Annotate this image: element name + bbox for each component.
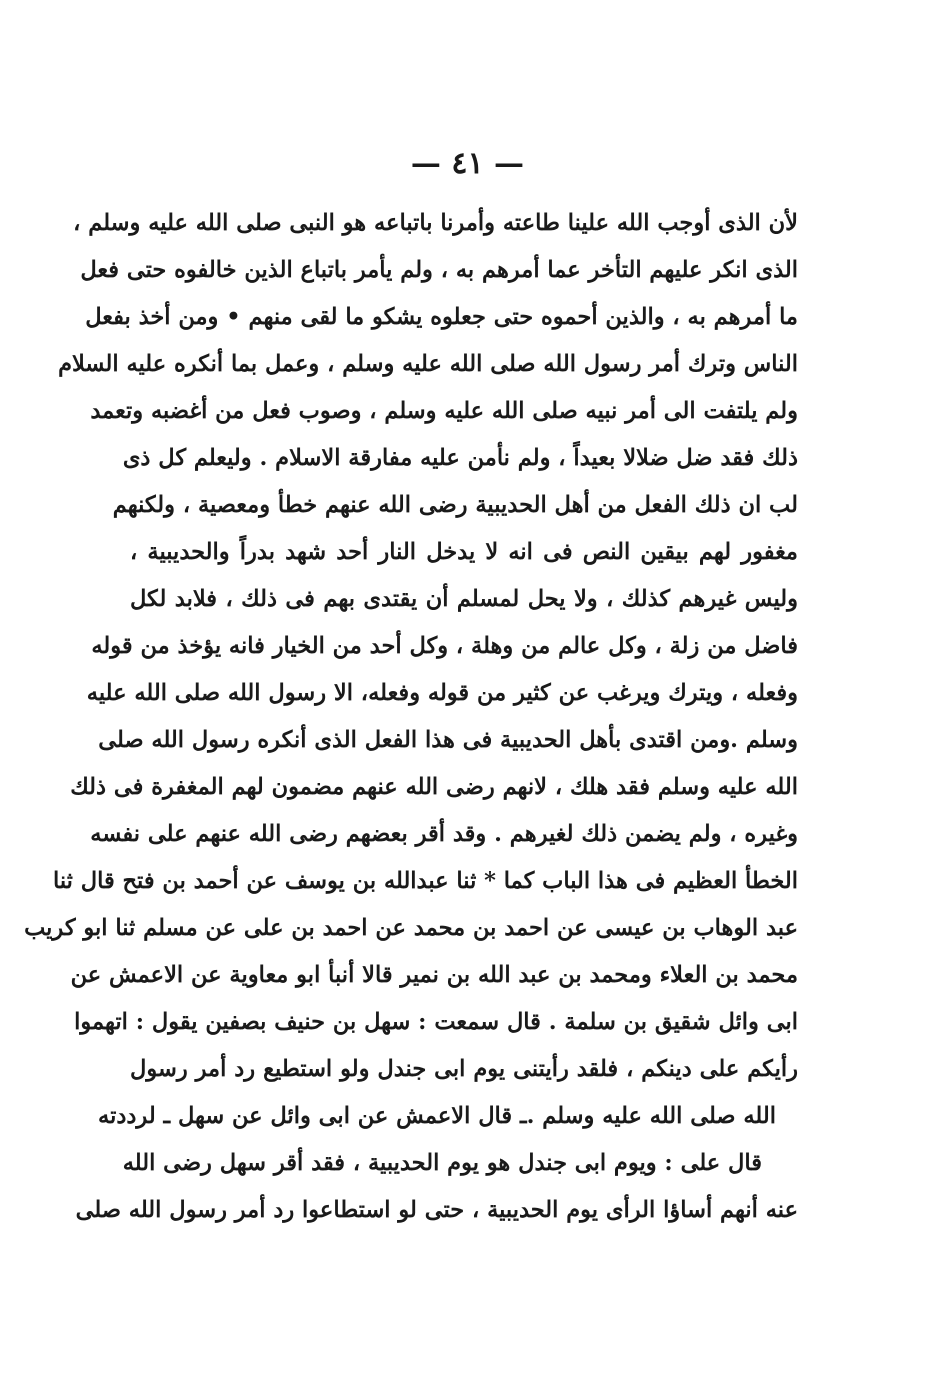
text-line: الذى انكر عليهم التأخر عما أمرهم به ، ولم يأمر باتباع الذين خالفوه حتى فعل (80, 257, 798, 283)
text-line: الله صلى الله عليه وسلم .ـ قال الاعمش عن ابى وائل عن سهل ـ لرددته (98, 1103, 776, 1129)
text-line: ما أمرهم به ، والذين أحموه حتى جعلوه يشكو ما لقى منهم • ومن أخذ بفعل (85, 304, 798, 330)
text-line: ابى وائل شقيق بن سلمة . قال سمعت : سهل بن حنيف بصفين يقول : اتهموا (74, 1009, 798, 1035)
text-line: وسلم .ومن اقتدى بأهل الحديبية فى هذا الفعل الذى أنكره رسول الله صلى (98, 727, 798, 753)
text-line: وفعله ، ويترك ويرغب عن كثير من قوله وفعله، الا رسول الله صلى الله عليه (86, 680, 798, 706)
text-line: ذلك فقد ضل ضلالا بعيداً ، ولم نأمن عليه مفارقة الاسلام . وليعلم كل ذى (122, 445, 798, 471)
text-line: ولم يلتفت الى أمر نبيه صلى الله عليه وسلم ، وصوب فعل من أغضبه وتعمد (90, 398, 798, 424)
text-line: فاضل من زلة ، وكل عالم من وهلة ، وكل أحد من الخيار فانه يؤخذ من قوله (91, 633, 798, 659)
page-number: — ٤١ — (410, 146, 525, 181)
text-line: عبد الوهاب بن عيسى عن احمد بن محمد عن احمد بن على عن مسلم ثنا ابو كريب (24, 915, 798, 941)
text-line: مغفور لهم بيقين النص فى انه لا يدخل النار أحد شهد بدراً والحديبية ، (130, 539, 798, 565)
text-line: رأيكم على دينكم ، فلقد رأيتنى يوم ابى جندل ولو استطيع رد أمر رسول (130, 1056, 798, 1082)
text-line: وغيره ، ولم يضمن ذلك لغيرهم . وقد أقر بعضهم رضى الله عنهم على نفسه (90, 821, 798, 847)
text-line: الخطأ العظيم فى هذا الباب كما * ثنا عبدالله بن يوسف عن أحمد بن فتح قال ثنا (53, 868, 798, 894)
text-line: لب ان ذلك الفعل من أهل الحديبية رضى الله عنهم خطأ ومعصية ، ولكنهم (112, 492, 798, 518)
text-line: لأن الذى أوجب الله علينا طاعته وأمرنا باتباعه هو النبى صلى الله عليه وسلم ، (73, 210, 798, 236)
text-line: الله عليه وسلم فقد هلك ، لانهم رضى الله عنهم مضمون لهم المغفرة فى ذلك (70, 774, 798, 800)
text-line: عنه أنهم أساؤا الرأى يوم الحديبية ، حتى لو استطاعوا رد أمر رسول الله صلى (75, 1197, 798, 1223)
text-line: محمد بن العلاء ومحمد بن عبد الله بن نمير قالا أنبأ ابو معاوية عن الاعمش عن (70, 962, 798, 988)
text-line: الناس وترك أمر رسول الله صلى الله عليه وسلم ، وعمل بما أنكره عليه السلام (58, 351, 798, 377)
text-line: وليس غيرهم كذلك ، ولا يحل لمسلم أن يقتدى بهم فى ذلك ، فلابد لكل (130, 586, 798, 612)
body-text (24, 200, 798, 1234)
text-line: قال على : ويوم ابى جندل هو يوم الحديبية ، فقد أقر سهل رضى الله (122, 1150, 762, 1176)
